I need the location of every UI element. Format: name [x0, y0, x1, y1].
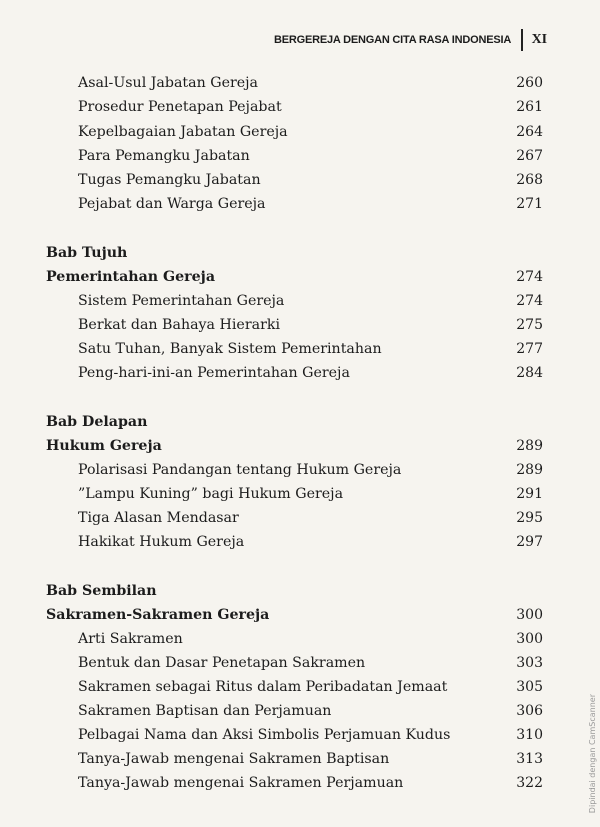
toc-page-number: 289	[516, 462, 543, 478]
toc-page-number: 277	[516, 341, 543, 357]
toc-title: Prosedur Penetapan Pejabat	[78, 99, 282, 115]
toc-entry	[0, 148, 600, 170]
toc-title: Bab Tujuh	[46, 245, 128, 261]
running-header	[274, 32, 580, 48]
toc-title: Asal-Usul Jabatan Gereja	[78, 75, 258, 91]
toc-page-number: 274	[516, 269, 543, 285]
toc-entry	[0, 124, 600, 146]
toc-page-number: 295	[516, 510, 543, 526]
toc-entry	[0, 775, 600, 797]
toc-entry	[0, 365, 600, 387]
toc-entry	[0, 534, 600, 556]
toc-page-number: 267	[516, 148, 543, 164]
toc-title: Sakramen Baptisan dan Perjamuan	[78, 703, 332, 719]
toc-section	[0, 269, 600, 291]
toc-title: Tugas Pemangku Jabatan	[78, 172, 261, 188]
toc-page-number: 268	[516, 172, 543, 188]
running-title: BERGEREJA DENGAN CITA RASA INDONESIA	[274, 34, 512, 46]
toc-title: Hakikat Hukum Gereja	[78, 534, 245, 550]
toc-section	[0, 607, 600, 629]
toc-section	[0, 438, 600, 460]
toc-entry	[0, 462, 600, 484]
toc-title: Sistem Pemerintahan Gereja	[78, 293, 285, 309]
toc-title: Arti Sakramen	[78, 631, 183, 647]
toc-chapter	[0, 583, 600, 605]
toc-title: Bab Sembilan	[46, 583, 157, 599]
toc-entry	[0, 196, 600, 218]
toc-entry	[0, 510, 600, 532]
toc-entry	[0, 727, 600, 749]
toc-entry	[0, 631, 600, 653]
toc-page-number: 264	[516, 124, 543, 140]
toc-page-number: 274	[516, 293, 543, 309]
toc-page-number: 291	[516, 486, 543, 502]
toc-entry	[0, 655, 600, 677]
header-divider	[521, 29, 523, 51]
scanner-watermark: Dipindai dengan CamScanner	[588, 693, 597, 813]
toc-page-number: 303	[516, 655, 543, 671]
toc-page-number: 305	[516, 679, 543, 695]
toc-page-number: 275	[516, 317, 543, 333]
toc-entry	[0, 751, 600, 773]
toc-title: Pemerintahan Gereja	[46, 269, 216, 285]
toc-chapter	[0, 414, 600, 436]
toc-title: Pejabat dan Warga Gereja	[78, 196, 266, 212]
page-number: XI	[531, 32, 548, 47]
toc-page-number: 260	[516, 75, 543, 91]
toc-entry	[0, 99, 600, 121]
toc-entry	[0, 75, 600, 97]
toc-title: Peng-hari-ini-an Pemerintahan Gereja	[78, 365, 350, 381]
toc-entry	[0, 293, 600, 315]
toc-page-number: 297	[516, 534, 543, 550]
toc-title: Tanya-Jawab mengenai Sakramen Baptisan	[78, 751, 390, 767]
toc-entry	[0, 341, 600, 363]
toc-title: Berkat dan Bahaya Hierarki	[78, 317, 280, 333]
toc-title: Bab Delapan	[46, 414, 148, 430]
toc-entry	[0, 172, 600, 194]
toc-page-number: 300	[516, 631, 543, 647]
toc-title: Bentuk dan Dasar Penetapan Sakramen	[78, 655, 366, 671]
toc-title: Tanya-Jawab mengenai Sakramen Perjamuan	[78, 775, 404, 791]
toc-title: Tiga Alasan Mendasar	[78, 510, 239, 526]
toc-title: Polarisasi Pandangan tentang Hukum Gereja	[78, 462, 402, 478]
toc-title: Sakramen sebagai Ritus dalam Peribadatan Jemaat	[78, 679, 448, 695]
toc-title: Satu Tuhan, Banyak Sistem Pemerintahan	[78, 341, 382, 357]
toc-page-number: 310	[516, 727, 543, 743]
toc-page-number: 300	[516, 607, 543, 623]
toc-page-number: 271	[516, 196, 543, 212]
toc-title: Sakramen-Sakramen Gereja	[46, 607, 270, 623]
toc-entry	[0, 703, 600, 725]
toc-page-number: 313	[516, 751, 543, 767]
toc-page-number: 289	[516, 438, 543, 454]
toc-page-number: 284	[516, 365, 543, 381]
toc-title: ”Lampu Kuning” bagi Hukum Gereja	[78, 486, 344, 502]
toc-title: Pelbagai Nama dan Aksi Simbolis Perjamuan Kudus	[78, 727, 451, 743]
toc-entry	[0, 679, 600, 701]
toc-chapter	[0, 245, 600, 267]
toc-page-number: 261	[516, 99, 543, 115]
toc-entry	[0, 317, 600, 339]
toc-title: Para Pemangku Jabatan	[78, 148, 250, 164]
toc-title: Kepelbagaian Jabatan Gereja	[78, 124, 288, 140]
toc-title: Hukum Gereja	[46, 438, 162, 454]
toc-page-number: 306	[516, 703, 543, 719]
toc-page-number: 322	[516, 775, 543, 791]
toc-entry	[0, 486, 600, 508]
